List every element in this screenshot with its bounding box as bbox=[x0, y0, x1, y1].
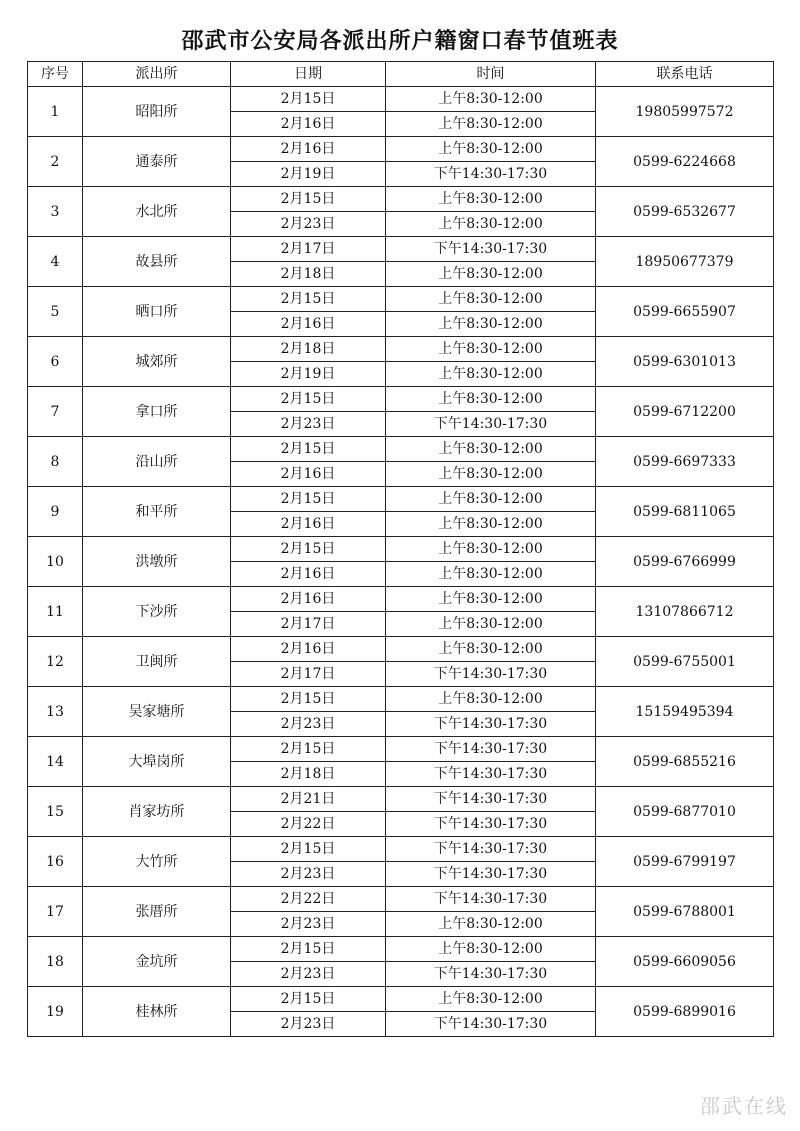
cell-phone: 0599-6697333 bbox=[596, 437, 774, 487]
cell-date: 2月16日 bbox=[231, 312, 386, 337]
cell-phone: 15159495394 bbox=[596, 687, 774, 737]
cell-police-station: 金坑所 bbox=[83, 937, 231, 987]
cell-police-station: 晒口所 bbox=[83, 287, 231, 337]
cell-serial-number: 11 bbox=[28, 587, 83, 637]
cell-police-station: 通泰所 bbox=[83, 137, 231, 187]
cell-date: 2月16日 bbox=[231, 137, 386, 162]
cell-time: 上午8:30-12:00 bbox=[386, 112, 596, 137]
cell-date: 2月23日 bbox=[231, 1012, 386, 1037]
cell-phone: 0599-6855216 bbox=[596, 737, 774, 787]
cell-time: 下午14:30-17:30 bbox=[386, 837, 596, 862]
table-row bbox=[28, 487, 774, 512]
table-row bbox=[28, 137, 774, 162]
cell-police-station: 故县所 bbox=[83, 237, 231, 287]
cell-date: 2月15日 bbox=[231, 937, 386, 962]
table-row bbox=[28, 987, 774, 1012]
cell-time: 下午14:30-17:30 bbox=[386, 962, 596, 987]
cell-phone: 18950677379 bbox=[596, 237, 774, 287]
cell-date: 2月22日 bbox=[231, 812, 386, 837]
cell-police-station: 卫闽所 bbox=[83, 637, 231, 687]
cell-time: 下午14:30-17:30 bbox=[386, 412, 596, 437]
cell-phone: 0599-6788001 bbox=[596, 887, 774, 937]
cell-time: 上午8:30-12:00 bbox=[386, 137, 596, 162]
cell-serial-number: 6 bbox=[28, 337, 83, 387]
table-row bbox=[28, 737, 774, 762]
cell-time: 下午14:30-17:30 bbox=[386, 887, 596, 912]
table-body bbox=[28, 87, 774, 1037]
cell-phone: 0599-6532677 bbox=[596, 187, 774, 237]
cell-serial-number: 3 bbox=[28, 187, 83, 237]
cell-date: 2月16日 bbox=[231, 637, 386, 662]
cell-date: 2月23日 bbox=[231, 212, 386, 237]
cell-police-station: 洪墩所 bbox=[83, 537, 231, 587]
cell-phone: 0599-6301013 bbox=[596, 337, 774, 387]
cell-date: 2月15日 bbox=[231, 737, 386, 762]
cell-police-station: 和平所 bbox=[83, 487, 231, 537]
cell-time: 上午8:30-12:00 bbox=[386, 487, 596, 512]
cell-police-station: 吴家塘所 bbox=[83, 687, 231, 737]
cell-date: 2月16日 bbox=[231, 112, 386, 137]
cell-time: 上午8:30-12:00 bbox=[386, 637, 596, 662]
cell-date: 2月15日 bbox=[231, 987, 386, 1012]
cell-date: 2月16日 bbox=[231, 512, 386, 537]
cell-time: 上午8:30-12:00 bbox=[386, 262, 596, 287]
cell-date: 2月15日 bbox=[231, 837, 386, 862]
cell-time: 下午14:30-17:30 bbox=[386, 762, 596, 787]
cell-phone: 0599-6811065 bbox=[596, 487, 774, 537]
cell-date: 2月15日 bbox=[231, 437, 386, 462]
cell-police-station: 水北所 bbox=[83, 187, 231, 237]
table-row bbox=[28, 387, 774, 412]
cell-time: 下午14:30-17:30 bbox=[386, 712, 596, 737]
watermark: 邵武在线 bbox=[700, 1094, 788, 1118]
cell-time: 上午8:30-12:00 bbox=[386, 187, 596, 212]
cell-date: 2月17日 bbox=[231, 612, 386, 637]
table-row bbox=[28, 837, 774, 862]
cell-date: 2月23日 bbox=[231, 412, 386, 437]
cell-phone: 19805997572 bbox=[596, 87, 774, 137]
cell-time: 下午14:30-17:30 bbox=[386, 662, 596, 687]
document-title: 邵武市公安局各派出所户籍窗口春节值班表 bbox=[181, 29, 619, 54]
cell-time: 上午8:30-12:00 bbox=[386, 437, 596, 462]
cell-time: 下午14:30-17:30 bbox=[386, 787, 596, 812]
cell-time: 上午8:30-12:00 bbox=[386, 612, 596, 637]
table-row bbox=[28, 437, 774, 462]
table-row bbox=[28, 887, 774, 912]
cell-serial-number: 17 bbox=[28, 887, 83, 937]
cell-phone: 0599-6655907 bbox=[596, 287, 774, 337]
table-row bbox=[28, 87, 774, 112]
cell-date: 2月15日 bbox=[231, 187, 386, 212]
cell-serial-number: 16 bbox=[28, 837, 83, 887]
cell-serial-number: 4 bbox=[28, 237, 83, 287]
cell-date: 2月19日 bbox=[231, 362, 386, 387]
cell-time: 上午8:30-12:00 bbox=[386, 337, 596, 362]
cell-time: 上午8:30-12:00 bbox=[386, 537, 596, 562]
cell-time: 下午14:30-17:30 bbox=[386, 1012, 596, 1037]
cell-date: 2月17日 bbox=[231, 662, 386, 687]
cell-date: 2月15日 bbox=[231, 387, 386, 412]
cell-date: 2月23日 bbox=[231, 912, 386, 937]
cell-police-station: 沿山所 bbox=[83, 437, 231, 487]
cell-phone: 0599-6755001 bbox=[596, 637, 774, 687]
cell-police-station: 城郊所 bbox=[83, 337, 231, 387]
table-row bbox=[28, 687, 774, 712]
cell-time: 下午14:30-17:30 bbox=[386, 162, 596, 187]
cell-date: 2月23日 bbox=[231, 962, 386, 987]
cell-date: 2月15日 bbox=[231, 287, 386, 312]
table-row bbox=[28, 587, 774, 612]
cell-date: 2月18日 bbox=[231, 762, 386, 787]
cell-date: 2月23日 bbox=[231, 862, 386, 887]
cell-time: 上午8:30-12:00 bbox=[386, 587, 596, 612]
cell-police-station: 拿口所 bbox=[83, 387, 231, 437]
cell-phone: 13107866712 bbox=[596, 587, 774, 637]
table-header-row bbox=[28, 62, 774, 87]
cell-date: 2月15日 bbox=[231, 87, 386, 112]
cell-date: 2月15日 bbox=[231, 487, 386, 512]
cell-date: 2月18日 bbox=[231, 262, 386, 287]
table-row bbox=[28, 937, 774, 962]
cell-time: 上午8:30-12:00 bbox=[386, 687, 596, 712]
cell-date: 2月16日 bbox=[231, 587, 386, 612]
cell-serial-number: 12 bbox=[28, 637, 83, 687]
cell-serial-number: 15 bbox=[28, 787, 83, 837]
cell-time: 下午14:30-17:30 bbox=[386, 237, 596, 262]
cell-serial-number: 5 bbox=[28, 287, 83, 337]
cell-date: 2月16日 bbox=[231, 562, 386, 587]
header-date: 日期 bbox=[231, 62, 386, 87]
cell-time: 上午8:30-12:00 bbox=[386, 87, 596, 112]
cell-time: 上午8:30-12:00 bbox=[386, 212, 596, 237]
cell-time: 下午14:30-17:30 bbox=[386, 812, 596, 837]
cell-serial-number: 19 bbox=[28, 987, 83, 1037]
cell-phone: 0599-6609056 bbox=[596, 937, 774, 987]
cell-police-station: 肖家坊所 bbox=[83, 787, 231, 837]
cell-police-station: 大竹所 bbox=[83, 837, 231, 887]
table-row bbox=[28, 537, 774, 562]
cell-time: 上午8:30-12:00 bbox=[386, 462, 596, 487]
cell-phone: 0599-6799197 bbox=[596, 837, 774, 887]
table-row bbox=[28, 337, 774, 362]
cell-serial-number: 9 bbox=[28, 487, 83, 537]
cell-serial-number: 13 bbox=[28, 687, 83, 737]
cell-serial-number: 14 bbox=[28, 737, 83, 787]
header-serial-number: 序号 bbox=[28, 62, 83, 87]
cell-phone: 0599-6766999 bbox=[596, 537, 774, 587]
cell-phone: 0599-6712200 bbox=[596, 387, 774, 437]
cell-time: 上午8:30-12:00 bbox=[386, 312, 596, 337]
table-row bbox=[28, 237, 774, 262]
header-time: 时间 bbox=[386, 62, 596, 87]
header-police-station: 派出所 bbox=[83, 62, 231, 87]
cell-time: 上午8:30-12:00 bbox=[386, 362, 596, 387]
table-row bbox=[28, 287, 774, 312]
table-row bbox=[28, 637, 774, 662]
cell-date: 2月19日 bbox=[231, 162, 386, 187]
cell-time: 上午8:30-12:00 bbox=[386, 287, 596, 312]
cell-serial-number: 8 bbox=[28, 437, 83, 487]
header-phone: 联系电话 bbox=[596, 62, 774, 87]
cell-date: 2月15日 bbox=[231, 537, 386, 562]
cell-time: 上午8:30-12:00 bbox=[386, 387, 596, 412]
cell-serial-number: 1 bbox=[28, 87, 83, 137]
cell-date: 2月23日 bbox=[231, 712, 386, 737]
table-row bbox=[28, 787, 774, 812]
cell-time: 上午8:30-12:00 bbox=[386, 987, 596, 1012]
cell-serial-number: 18 bbox=[28, 937, 83, 987]
cell-date: 2月15日 bbox=[231, 687, 386, 712]
cell-serial-number: 7 bbox=[28, 387, 83, 437]
cell-time: 下午14:30-17:30 bbox=[386, 862, 596, 887]
cell-date: 2月16日 bbox=[231, 462, 386, 487]
cell-police-station: 张厝所 bbox=[83, 887, 231, 937]
cell-date: 2月21日 bbox=[231, 787, 386, 812]
table-row bbox=[28, 187, 774, 212]
cell-time: 上午8:30-12:00 bbox=[386, 562, 596, 587]
cell-time: 上午8:30-12:00 bbox=[386, 512, 596, 537]
cell-serial-number: 10 bbox=[28, 537, 83, 587]
cell-police-station: 下沙所 bbox=[83, 587, 231, 637]
cell-time: 上午8:30-12:00 bbox=[386, 912, 596, 937]
cell-date: 2月18日 bbox=[231, 337, 386, 362]
cell-police-station: 昭阳所 bbox=[83, 87, 231, 137]
cell-phone: 0599-6877010 bbox=[596, 787, 774, 837]
cell-date: 2月17日 bbox=[231, 237, 386, 262]
cell-phone: 0599-6224668 bbox=[596, 137, 774, 187]
duty-roster-table bbox=[27, 61, 774, 1037]
cell-police-station: 大埠岗所 bbox=[83, 737, 231, 787]
cell-date: 2月22日 bbox=[231, 887, 386, 912]
cell-time: 上午8:30-12:00 bbox=[386, 937, 596, 962]
cell-phone: 0599-6899016 bbox=[596, 987, 774, 1037]
cell-time: 下午14:30-17:30 bbox=[386, 737, 596, 762]
cell-serial-number: 2 bbox=[28, 137, 83, 187]
cell-police-station: 桂林所 bbox=[83, 987, 231, 1037]
